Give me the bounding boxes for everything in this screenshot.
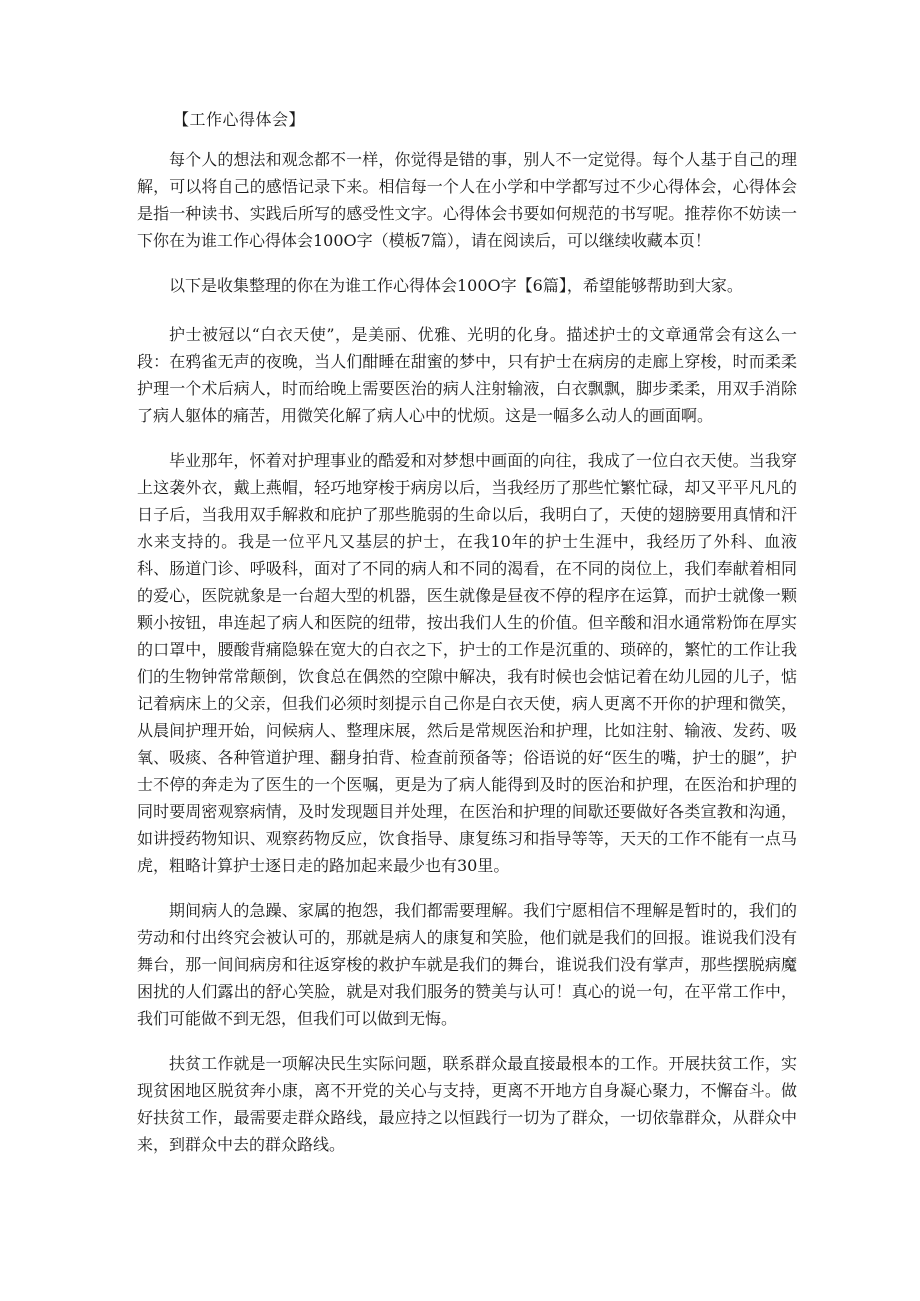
paragraph-collection-note: 以下是收集整理的你在为谁工作心得体会100O字【6篇】，希望能够帮助到大家。	[169, 276, 743, 295]
paragraph-understanding: 期间病人的急躁、家属的抱怨，我们都需要理解。我们宁愿相信不理解是暂时的，我们的劳动和付出终究会被认可的，那就是病人的康复和笑脸，他们就是我们的回报。谁说我们没有舞台，那一间间病房和往返穿梭的救护车就是我们的舞台，谁说我们没有掌声，那些摆脱病魔困扰的人们露出的舒心笑脸，就是对我们服务的赞美与认可！真心的说一句，在平常工作中，我们可能做不到无怨，但我们可以做到无悔。	[137, 901, 797, 1028]
paragraph-nurse-angel: 护士被冠以“白衣天使”，是美丽、优雅、光明的化身。描述护士的文章通常会有这么一段：在鸦雀无声的夜晚，当人们酣睡在甜蜜的梦中，只有护士在病房的走廊上穿梭，时而柔柔护理一个术后病人，时而给晚上需要医治的病人注射输液，白衣飘飘，脚步柔柔，用双手消除了病人躯体的痛苦，用微笑化解了病人心中的忧烦。这是一幅多么动人的画面啊。	[137, 325, 797, 425]
document-page	[137, 100, 797, 1176]
paragraph-graduation: 毕业那年，怀着对护理事业的酷爱和对梦想中画面的向往，我成了一位白衣天使。当我穿上这袭外衣，戴上燕帽，轻巧地穿梭于病房以后，当我经历了那些忙繁忙碌，却又平平凡凡的日子后，当我用双手解救和庇护了那些脆弱的生命以后，我明白了，天使的翅膀要用真情和汗水来支持的。我是一位平凡又基层的护士，在我10年的护士生涯中，我经历了外科、血液科、肠道门诊、呼吸科，面对了不同的病人和不同的渴看，在不同的岗位上，我们奉献着相同的爱心，医院就象是一台超大型的机器，医生就像是昼夜不停的程序在运算，而护士就像一颗颗小按钮，串连起了病人和医院的纽带，按出我们人生的价值。但辛酸和泪水通常粉饰在厚实的口罩中，腰酸背痛隐躲在宽大的白衣之下，护士的工作是沉重的、琐碎的，繁忙的工作让我们的生物钟常常颠倒，饮食总在偶然的空隙中解决，我有时候也会惦记着在幼儿园的儿子，惦记着病床上的父亲，但我们必须时刻提示自己你是白衣天使，病人更离不开你的护理和微笑，从晨间护理开始，问候病人、整理床展，然后是常规医治和护理，比如注射、输液、发药、吸氧、吸痰、各种管道护理、翻身拍背、检查前预备等；俗语说的好“医生的嘴，护士的腿”，护士不停的奔走为了医生的一个医嘱，更是为了病人能得到及时的医治和护理，在医治和护理的同时要周密观察病情，及时发现题目并处理，在医治和护理的间歇还要做好各类宣教和沟通，如讲授药物知识、观察药物反应，饮食指导、康复练习和指导等等，天天的工作不能有一点马虎，粗略计算护士逐日走的路加起来最少也有30里。	[137, 451, 797, 875]
paragraph-intro: 每个人的想法和观念都不一样，你觉得是错的事，别人不一定觉得。每个人基于自己的理解，可以将自己的感悟记录下来。相信每一个人在小学和中学都写过不少心得体会，心得体会是指一种读书、实践后所写的感受性文字。心得体会书要如何规范的书写呢。推荐你不妨读一下你在为谁工作心得体会100O字（模板7篇），请在阅读后，可以继续收藏本页！	[137, 150, 797, 250]
paragraph-poverty-alleviation: 扶贫工作就是一项解决民生实际问题，联系群众最直接最根本的工作。开展扶贫工作，实现贫困地区脱贫奔小康，离不开党的关心与支持，更离不开地方自身凝心聚力，不懈奋斗。做好扶贫工作，最需要走群众路线，最应持之以恒践行一切为了群众，一切依靠群众，从群众中来，到群众中去的群众路线。	[137, 1054, 797, 1154]
document-title: 【工作心得体会】	[173, 110, 306, 129]
